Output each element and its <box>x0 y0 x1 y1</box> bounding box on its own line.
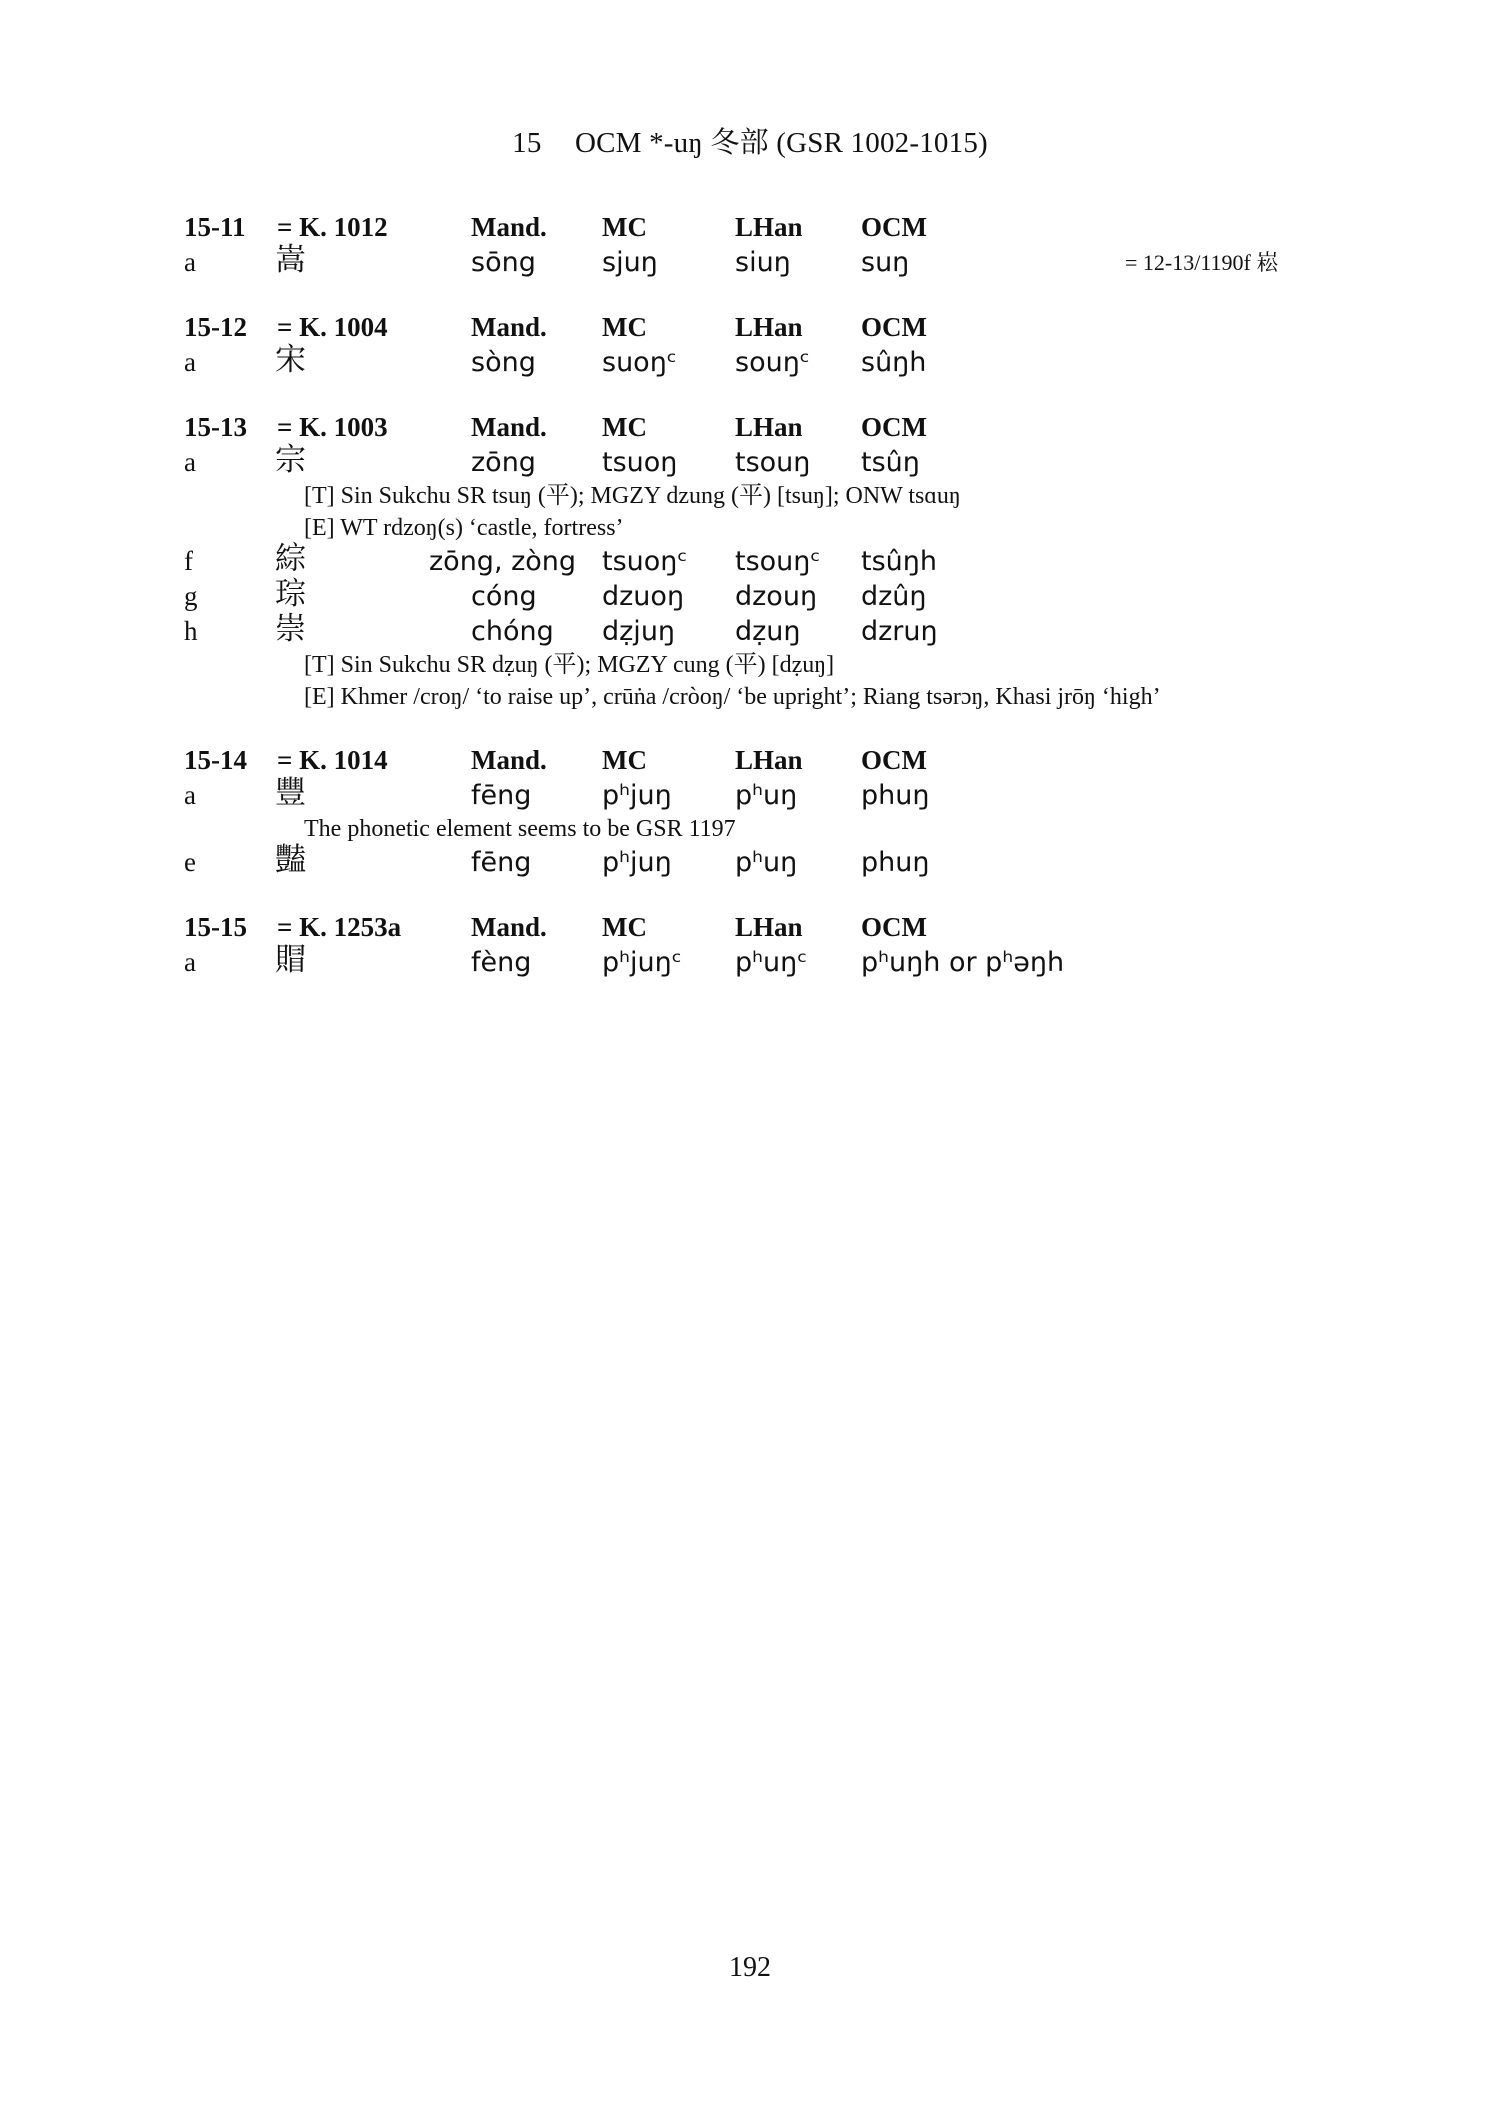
column-lhan: LHan <box>735 312 803 342</box>
entry-old-chinese: pʰuŋh or pʰəŋh <box>861 947 1065 978</box>
page-number: 192 <box>729 1952 771 1983</box>
chapter-title: OCM *-uŋ <box>574 127 703 159</box>
entry-mandarin: fēng <box>471 847 532 878</box>
entry-row <box>0 942 1500 980</box>
entry-mandarin: cóng <box>471 581 537 612</box>
section-15-11 <box>0 210 1500 280</box>
entry-old-chinese: phuŋ <box>861 780 930 811</box>
note-text: [T] Sin Sukchu SR dẓuŋ (平); MGZY cung (平) [dẓuŋ] <box>304 652 835 678</box>
entry-old-chinese: suŋ <box>861 247 910 278</box>
entry-letter: a <box>184 947 196 977</box>
entry-later-han: souŋᶜ <box>735 347 810 378</box>
note-text: The phonetic element seems to be GSR 1197 <box>304 816 736 842</box>
entry-row <box>0 242 1500 280</box>
entry-middle-chinese: sjuŋ <box>602 247 658 278</box>
entry-cross-reference: = 12-13/1190f 崧 <box>1125 250 1279 275</box>
entry-later-han: pʰuŋ <box>735 847 798 878</box>
entry-letter: f <box>184 546 193 576</box>
entry-later-han: tsouŋᶜ <box>735 546 821 577</box>
entry-old-chinese: tsûŋ <box>861 447 920 478</box>
note-line <box>0 649 1500 681</box>
entry-character: 豐 <box>275 775 306 811</box>
column-ocm: OCM <box>861 212 927 242</box>
note-line <box>0 512 1500 544</box>
entry-letter: e <box>184 847 196 877</box>
section-id: 15-12 <box>184 312 247 342</box>
entry-mandarin: fèng <box>471 947 532 978</box>
entry-middle-chinese: pʰjuŋᶜ <box>602 947 682 978</box>
column-lhan: LHan <box>735 412 803 442</box>
entry-later-han: siuŋ <box>735 247 791 278</box>
entry-character: 豔 <box>275 842 306 878</box>
entry-row <box>0 541 1500 579</box>
column-ocm: OCM <box>861 745 927 775</box>
section-15-15 <box>0 910 1500 980</box>
karlgren-reference: = K. 1014 <box>277 745 388 775</box>
entry-middle-chinese: tsuoŋᶜ <box>602 546 688 577</box>
entry-later-han: pʰuŋᶜ <box>735 947 808 978</box>
section-header <box>0 310 1500 345</box>
entry-letter: a <box>184 247 196 277</box>
entry-character: 賵 <box>275 942 306 978</box>
entry-old-chinese: sûŋh <box>861 347 927 378</box>
section-id: 15-13 <box>184 412 247 442</box>
entry-letter: a <box>184 447 196 477</box>
entry-middle-chinese: pʰjuŋ <box>602 780 672 811</box>
note-line <box>0 681 1500 713</box>
entry-middle-chinese: dzuoŋ <box>602 581 685 612</box>
entry-middle-chinese: pʰjuŋ <box>602 847 672 878</box>
section-15-12 <box>0 310 1500 380</box>
section-header <box>0 743 1500 778</box>
entry-row <box>0 611 1500 649</box>
entry-old-chinese: dzruŋ <box>861 616 938 647</box>
entry-character: 崇 <box>275 611 306 647</box>
entry-row <box>0 342 1500 380</box>
chapter-cjk: 冬部 <box>710 125 769 159</box>
entry-later-han: pʰuŋ <box>735 780 798 811</box>
entry-later-han: tsouŋ <box>735 447 811 478</box>
column-mc: MC <box>602 212 647 242</box>
entry-letter: a <box>184 780 196 810</box>
entry-later-han: dzouŋ <box>735 581 818 612</box>
entry-mandarin: zōng, zòng <box>429 546 577 577</box>
section-id: 15-14 <box>184 745 247 775</box>
column-lhan: LHan <box>735 745 803 775</box>
chapter-number: 15 <box>512 127 542 159</box>
entry-mandarin: sōng <box>471 247 536 278</box>
entry-mandarin: sòng <box>471 347 536 378</box>
section-header <box>0 210 1500 245</box>
note-line <box>0 480 1500 512</box>
column-mand: Mand. <box>471 212 547 242</box>
entry-mandarin: fēng <box>471 780 532 811</box>
column-mc: MC <box>602 412 647 442</box>
section-id: 15-15 <box>184 912 247 942</box>
entry-row <box>0 576 1500 614</box>
column-ocm: OCM <box>861 912 927 942</box>
column-ocm: OCM <box>861 312 927 342</box>
entry-old-chinese: tsûŋh <box>861 546 937 577</box>
note-text: [T] Sin Sukchu SR tsuŋ (平); MGZY dzung (平) [tsuŋ]; ONW tsɑuŋ <box>304 483 961 509</box>
column-mand: Mand. <box>471 745 547 775</box>
entry-old-chinese: phuŋ <box>861 847 930 878</box>
entry-old-chinese: dzûŋ <box>861 581 927 612</box>
note-text: [E] WT rdzoŋ(s) ‘castle, fortress’ <box>304 515 624 541</box>
entry-character: 琮 <box>275 576 306 612</box>
column-mand: Mand. <box>471 412 547 442</box>
entry-character: 宗 <box>275 442 306 478</box>
column-mand: Mand. <box>471 912 547 942</box>
entry-letter: g <box>184 581 198 611</box>
column-mand: Mand. <box>471 312 547 342</box>
page-title <box>0 120 1500 161</box>
karlgren-reference: = K. 1253a <box>277 912 402 942</box>
karlgren-reference: = K. 1003 <box>277 412 388 442</box>
entry-row <box>0 842 1500 880</box>
entry-mandarin: chóng <box>471 616 554 647</box>
entry-letter: h <box>184 616 198 646</box>
entry-row <box>0 442 1500 480</box>
section-header <box>0 910 1500 945</box>
column-mc: MC <box>602 312 647 342</box>
chapter-range: (GSR 1002-1015) <box>776 127 988 159</box>
entry-row <box>0 775 1500 813</box>
column-mc: MC <box>602 912 647 942</box>
entry-middle-chinese: tsuoŋ <box>602 447 678 478</box>
karlgren-reference: = K. 1012 <box>277 212 388 242</box>
entry-later-han: dẓuŋ <box>735 616 801 647</box>
note-line <box>0 813 1500 845</box>
section-header <box>0 410 1500 445</box>
column-mc: MC <box>602 745 647 775</box>
entry-character: 綜 <box>275 541 306 577</box>
column-lhan: LHan <box>735 912 803 942</box>
column-lhan: LHan <box>735 212 803 242</box>
entry-character: 宋 <box>275 342 306 378</box>
entry-middle-chinese: dẓjuŋ <box>602 616 676 647</box>
entry-sections <box>0 210 1500 1010</box>
section-15-14 <box>0 743 1500 880</box>
entry-letter: a <box>184 347 196 377</box>
column-ocm: OCM <box>861 412 927 442</box>
karlgren-reference: = K. 1004 <box>277 312 388 342</box>
entry-middle-chinese: suoŋᶜ <box>602 347 677 378</box>
section-id: 15-11 <box>184 212 246 242</box>
entry-mandarin: zōng <box>471 447 536 478</box>
note-text: [E] Khmer /croŋ/ ‘to raise up’, crūṅa /cròoŋ/ ‘be upright’; Riang tsərɔŋ, Khasi jrōŋ ‘high’ <box>304 684 1161 710</box>
entry-character: 嵩 <box>275 242 306 278</box>
section-15-13 <box>0 410 1500 713</box>
